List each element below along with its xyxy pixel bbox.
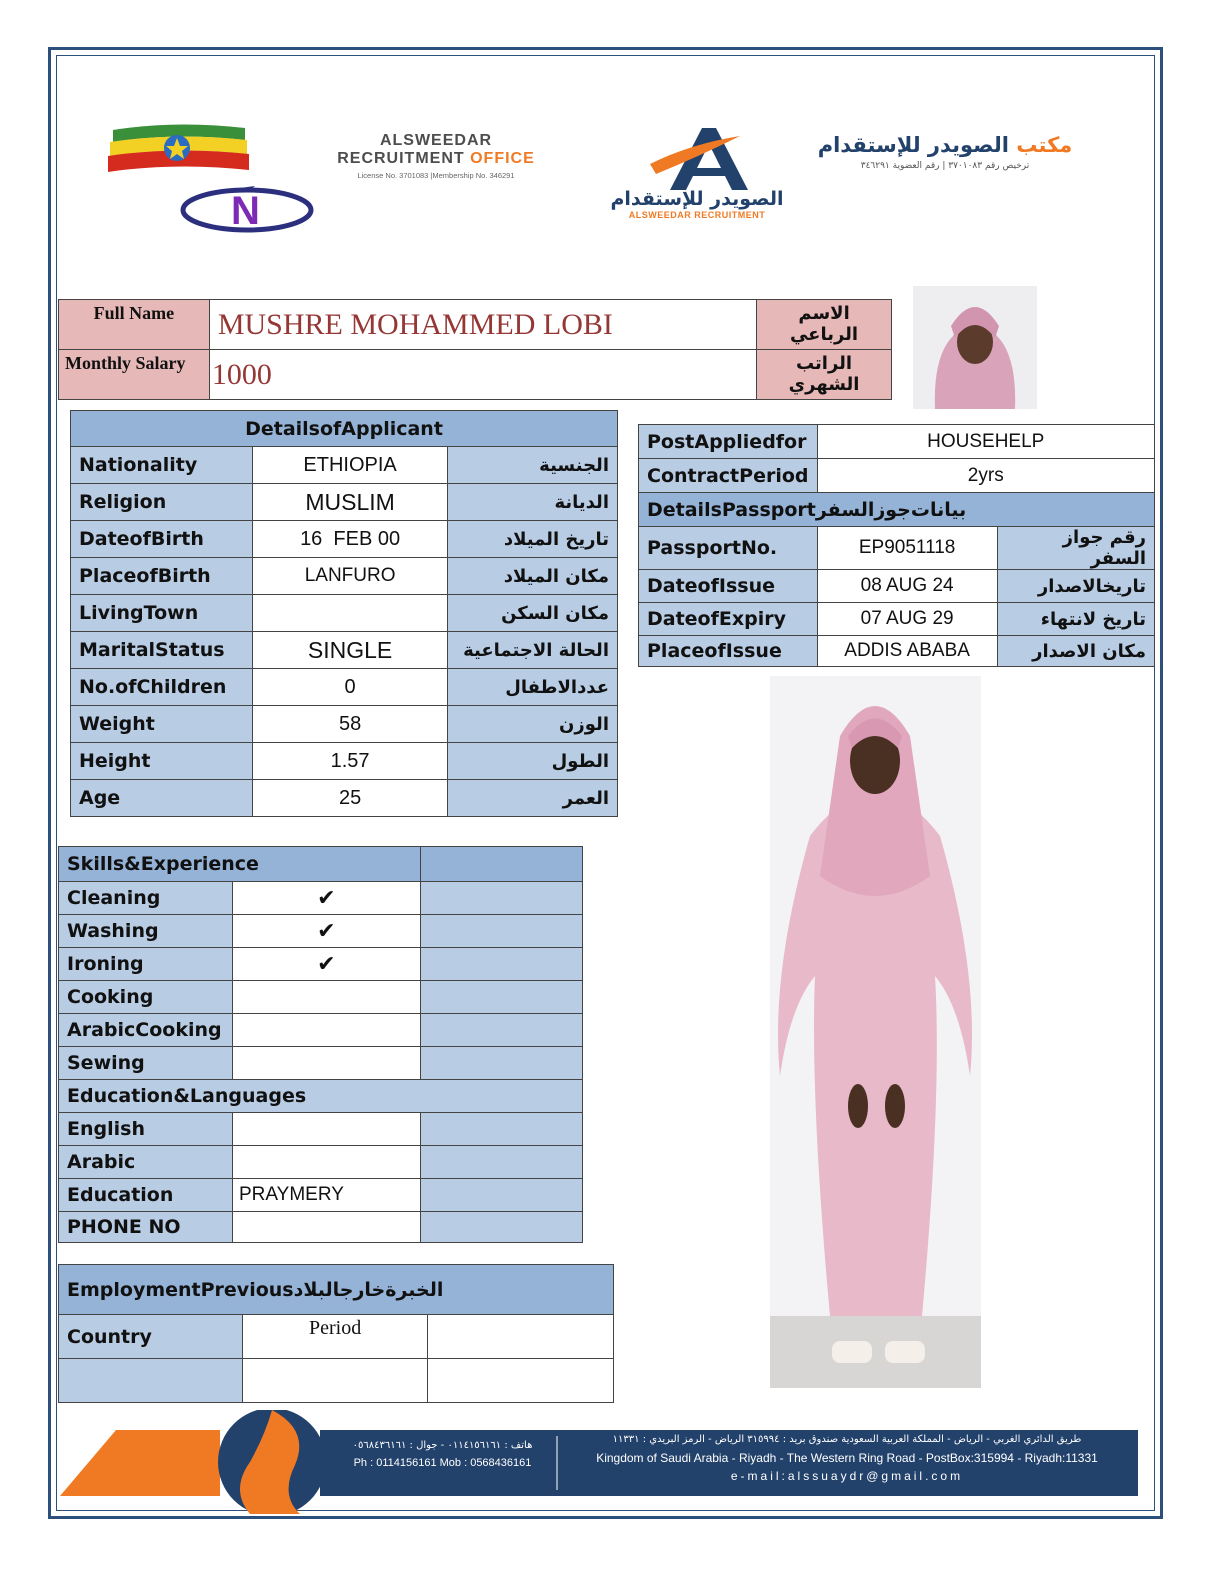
date-expiry-value: 07 AUG 29	[817, 603, 997, 636]
passport-no-ar: رقم جواز السفر	[997, 527, 1154, 570]
education-title: Education&Languages	[59, 1080, 583, 1113]
height-ar: الطول	[448, 743, 618, 780]
dob-value: 16 FEB 00	[252, 521, 447, 558]
table-row	[59, 1047, 583, 1080]
skill-cooking-label: Cooking	[59, 981, 233, 1014]
passport-no-value: EP9051118	[817, 527, 997, 570]
full-name-value: MUSHRE MOHAMMED LOBI	[209, 300, 756, 350]
country-label: Country	[59, 1315, 243, 1359]
weight-value: 58	[252, 706, 447, 743]
pob-ar: مكان الميلاد	[448, 558, 618, 595]
table-row	[59, 981, 583, 1014]
applicant-details-table	[70, 410, 618, 817]
table-row	[71, 632, 618, 669]
children-label: No.ofChildren	[71, 669, 253, 706]
sweedar-a-logo-icon	[640, 122, 760, 194]
table-row	[59, 1146, 583, 1179]
height-label: Height	[71, 743, 253, 780]
employment-period-cell	[242, 1359, 428, 1403]
nationality-ar: الجنسية	[448, 447, 618, 484]
skill-washing-label: Washing	[59, 915, 233, 948]
footer-phone-en: Ph : 0114156161 Mob : 0568436161	[353, 1457, 532, 1469]
education-value: PRAYMERY	[232, 1179, 420, 1212]
table-row	[639, 570, 1155, 603]
skills-title-blank	[420, 847, 582, 882]
table-row	[59, 1014, 583, 1047]
marital-status-ar: الحالة الاجتماعية	[448, 632, 618, 669]
date-expiry-ar: تاريخ لانتهاء	[997, 603, 1154, 636]
skill-cleaning-check: ✔	[232, 882, 420, 915]
sweedar-logo-en	[322, 132, 550, 180]
nationality-label: Nationality	[71, 447, 253, 484]
phone-label: PHONE NO	[59, 1212, 233, 1243]
table-row	[639, 603, 1155, 636]
table-row	[71, 743, 618, 780]
logo-line2a: RECRUITMENT	[337, 150, 465, 167]
nationality-value: ETHIOPIA	[252, 447, 447, 484]
age-value: 25	[252, 780, 447, 817]
lang-english-label: English	[59, 1113, 233, 1146]
religion-value: MUSLIM	[252, 484, 447, 521]
applicant-title: DetailsofApplicant	[71, 411, 618, 447]
place-issue-value: ADDIS ABABA	[817, 636, 997, 667]
table-row	[71, 558, 618, 595]
living-town-ar: مكان السكن	[448, 595, 618, 632]
skills-table	[58, 846, 583, 1243]
right-logo-sub: ترخيص رقم ٣٧٠١٠٨٣ | رقم العضوية ٣٤٦٢٩١	[860, 161, 1030, 171]
lang-english-blank	[420, 1113, 582, 1146]
footer-address-en: Kingdom of Saudi Arabia - Riyadh - The Western Ring Road - PostBox:315994 - Riyadh:11331	[596, 1451, 1098, 1465]
contract-period-value: 2yrs	[817, 459, 1155, 493]
skill-washing-check: ✔	[232, 915, 420, 948]
full-name-label: Full Name	[59, 300, 210, 350]
lang-arabic-label: Arabic	[59, 1146, 233, 1179]
marital-status-label: MaritalStatus	[71, 632, 253, 669]
period-label: Period	[242, 1315, 428, 1359]
lang-arabic-value	[232, 1146, 420, 1179]
pob-label: PlaceofBirth	[71, 558, 253, 595]
post-applied-value: HOUSEHELP	[817, 425, 1155, 459]
full-body-photo	[770, 676, 981, 1388]
date-issue-ar: تاريخالاصدار	[997, 570, 1154, 603]
phone-blank	[420, 1212, 582, 1243]
table-row	[639, 636, 1155, 667]
date-expiry-label: DateofExpiry	[639, 603, 818, 636]
skill-sewing-label: Sewing	[59, 1047, 233, 1080]
svg-text:N: N	[231, 189, 260, 233]
portrait-photo-small	[913, 286, 1037, 409]
salary-value: 1000	[209, 350, 756, 400]
employment-country-cell	[59, 1359, 243, 1403]
skill-cleaning-blank	[420, 882, 582, 915]
right-logo-ar-a: مكتب	[1016, 133, 1073, 157]
living-town-value	[252, 595, 447, 632]
skill-ironing-check: ✔	[232, 948, 420, 981]
passport-title: DetailsPassportبيانات‌جوزالسفر	[639, 493, 1155, 527]
skill-washing-blank	[420, 915, 582, 948]
employment-blank-cell	[428, 1315, 614, 1359]
living-town-label: LivingTown	[71, 595, 253, 632]
table-row	[71, 521, 618, 558]
salary-ar: الراتب الشهري	[757, 350, 892, 400]
weight-label: Weight	[71, 706, 253, 743]
employment-title: EmploymentPreviousالخبرةخارجالبلاد	[59, 1265, 614, 1315]
salary-label: Monthly Salary	[59, 350, 210, 400]
skills-title: Skills&Experience	[59, 847, 421, 882]
lang-arabic-blank	[420, 1146, 582, 1179]
center-logo-en: ALSWEEDAR RECRUITMENT	[628, 210, 766, 220]
table-row	[71, 780, 618, 817]
table-row	[59, 1179, 583, 1212]
footer-phone-ar: هاتف : ٠١١٤١٥٦١٦١ - جوال : ٠٥٦٨٤٣٦١٦١	[352, 1440, 533, 1451]
contract-period-label: ContractPeriod	[639, 459, 818, 493]
center-logo-ar: الصويدر للإستقدام	[610, 188, 784, 210]
place-issue-label: PlaceofIssue	[639, 636, 818, 667]
footer-address-ar: طريق الدائري الغربي - الرياض - المملكة العربية السعودية صندوق بريد : ٣١٥٩٩٤ الرياض - الرمز البريدي : ١١٣٣١	[612, 1434, 1082, 1445]
education-label: Education	[59, 1179, 233, 1212]
passport-no-label: PassportNo.	[639, 527, 818, 570]
post-passport-table	[638, 424, 1155, 667]
children-ar: عددالاطفال	[448, 669, 618, 706]
post-applied-label: PostAppliedfor	[639, 425, 818, 459]
right-logo	[810, 133, 1080, 171]
logo-license: License No. 3701083 |Membership No. 346291	[357, 171, 515, 180]
lang-english-value	[232, 1113, 420, 1146]
footer-email: e-mail:alssuaydr@gmail.com	[730, 1469, 964, 1483]
skill-cleaning-label: Cleaning	[59, 882, 233, 915]
skill-ironing-label: Ironing	[59, 948, 233, 981]
table-row	[71, 447, 618, 484]
skill-arabic-cooking-check	[232, 1014, 420, 1047]
table-row	[71, 669, 618, 706]
table-row	[71, 484, 618, 521]
skill-sewing-blank	[420, 1047, 582, 1080]
footer-phones	[330, 1440, 555, 1469]
table-row	[71, 706, 618, 743]
height-value: 1.57	[252, 743, 447, 780]
weight-ar: الوزن	[448, 706, 618, 743]
age-label: Age	[71, 780, 253, 817]
table-row	[59, 1113, 583, 1146]
skill-cooking-check	[232, 981, 420, 1014]
age-ar: العمر	[448, 780, 618, 817]
phone-value	[232, 1212, 420, 1243]
date-issue-value: 08 AUG 24	[817, 570, 997, 603]
children-value: 0	[252, 669, 447, 706]
table-row	[59, 882, 583, 915]
table-row	[59, 948, 583, 981]
footer-address	[562, 1434, 1132, 1483]
right-logo-ar-b: الصويدر للإستقدام	[817, 133, 1009, 157]
religion-label: Religion	[71, 484, 253, 521]
skill-ironing-blank	[420, 948, 582, 981]
skill-arabic-cooking-label: ArabicCooking	[59, 1014, 233, 1047]
table-row	[639, 527, 1155, 570]
religion-ar: الديانة	[448, 484, 618, 521]
dob-ar: تاريخ الميلاد	[448, 521, 618, 558]
skill-arabic-cooking-blank	[420, 1014, 582, 1047]
skill-cooking-blank	[420, 981, 582, 1014]
logo-line1: ALSWEEDAR	[379, 132, 493, 149]
employment-extra-cell	[428, 1359, 614, 1403]
table-row	[59, 1212, 583, 1243]
place-issue-ar: مكان الاصدار	[997, 636, 1154, 667]
education-blank	[420, 1179, 582, 1212]
full-name-ar: الاسم الرباعي	[757, 300, 892, 350]
date-issue-label: DateofIssue	[639, 570, 818, 603]
ethiopia-flag-logo	[105, 120, 320, 235]
table-row	[59, 1359, 614, 1403]
skill-sewing-check	[232, 1047, 420, 1080]
name-salary-table	[58, 299, 892, 400]
marital-status-value: SINGLE	[252, 632, 447, 669]
logo-line2b: OFFICE	[470, 150, 535, 167]
table-row	[71, 595, 618, 632]
pob-value: LANFURO	[252, 558, 447, 595]
table-row	[59, 915, 583, 948]
dob-label: DateofBirth	[71, 521, 253, 558]
employment-table	[58, 1264, 614, 1403]
center-logo-text	[600, 188, 794, 220]
